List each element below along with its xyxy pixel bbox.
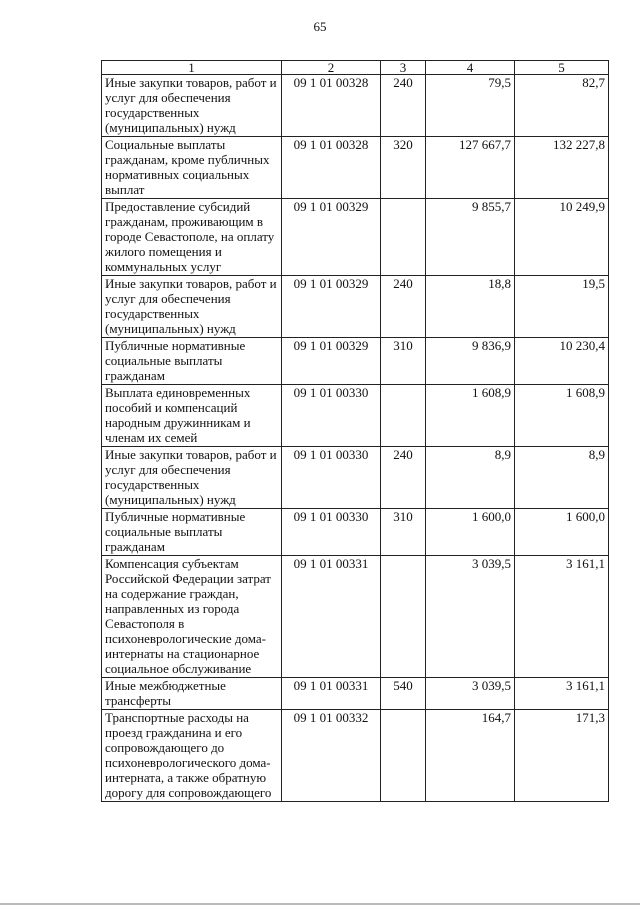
- row-name: Публичные нормативные социальные выплаты гражданам: [102, 509, 282, 556]
- row-code: 09 1 01 00329: [282, 338, 381, 385]
- row-type: 240: [381, 447, 426, 509]
- row-code: 09 1 01 00328: [282, 137, 381, 199]
- table-row: [102, 199, 609, 276]
- row-type: [381, 556, 426, 678]
- row-value-1: 164,7: [426, 710, 515, 802]
- row-value-1: 9 836,9: [426, 338, 515, 385]
- row-name: Иные закупки товаров, работ и услуг для обеспечения государственных (муниципальных) нужд: [102, 276, 282, 338]
- row-type: 540: [381, 678, 426, 710]
- column-header-code: 2: [282, 61, 381, 75]
- table-row: [102, 556, 609, 678]
- row-type: 240: [381, 276, 426, 338]
- row-value-2: 1 608,9: [515, 385, 609, 447]
- table-row: [102, 710, 609, 802]
- header-row: [102, 61, 609, 75]
- row-value-2: 132 227,8: [515, 137, 609, 199]
- row-type: 310: [381, 338, 426, 385]
- row-type: [381, 199, 426, 276]
- row-value-2: 171,3: [515, 710, 609, 802]
- column-header-value-1: 4: [426, 61, 515, 75]
- row-type: [381, 385, 426, 447]
- row-value-2: 82,7: [515, 75, 609, 137]
- table-row: [102, 678, 609, 710]
- budget-table: [101, 60, 609, 802]
- row-code: 09 1 01 00331: [282, 556, 381, 678]
- row-type: 310: [381, 509, 426, 556]
- row-name: Иные закупки товаров, работ и услуг для обеспечения государственных (муниципальных) нужд: [102, 75, 282, 137]
- row-value-1: 9 855,7: [426, 199, 515, 276]
- row-code: 09 1 01 00330: [282, 385, 381, 447]
- row-type: 320: [381, 137, 426, 199]
- table-row: [102, 385, 609, 447]
- row-value-2: 8,9: [515, 447, 609, 509]
- row-name: Иные межбюджетные трансферты: [102, 678, 282, 710]
- row-value-1: 1 608,9: [426, 385, 515, 447]
- row-name: Выплата единовременных пособий и компенсаций народным дружинникам и членам их семей: [102, 385, 282, 447]
- row-value-1: 1 600,0: [426, 509, 515, 556]
- row-value-1: 8,9: [426, 447, 515, 509]
- row-code: 09 1 01 00332: [282, 710, 381, 802]
- row-value-1: 18,8: [426, 276, 515, 338]
- row-value-1: 79,5: [426, 75, 515, 137]
- row-type: [381, 710, 426, 802]
- row-name: Публичные нормативные социальные выплаты гражданам: [102, 338, 282, 385]
- row-name: Компенсация субъектам Российской Федерации затрат на содержание граждан, направленных из города Севастополя в психоневрологические дома-интернаты на стационарное социальное обслуживание: [102, 556, 282, 678]
- row-code: 09 1 01 00330: [282, 509, 381, 556]
- page-number: 65: [313, 19, 327, 34]
- table-row: [102, 75, 609, 137]
- column-header-value-2: 5: [515, 61, 609, 75]
- row-value-1: 127 667,7: [426, 137, 515, 199]
- table-row: [102, 276, 609, 338]
- row-value-2: 3 161,1: [515, 556, 609, 678]
- table-row: [102, 338, 609, 385]
- row-code: 09 1 01 00331: [282, 678, 381, 710]
- row-value-1: 3 039,5: [426, 678, 515, 710]
- row-value-2: 10 249,9: [515, 199, 609, 276]
- row-code: 09 1 01 00329: [282, 199, 381, 276]
- row-name: Транспортные расходы на проезд гражданина и его сопровождающего до психоневрологического дома-интерната, а также обратную дорогу для сопровождающего: [102, 710, 282, 802]
- row-value-2: 19,5: [515, 276, 609, 338]
- row-code: 09 1 01 00329: [282, 276, 381, 338]
- row-value-2: 1 600,0: [515, 509, 609, 556]
- row-value-1: 3 039,5: [426, 556, 515, 678]
- row-value-2: 3 161,1: [515, 678, 609, 710]
- row-name: Предоставление субсидий гражданам, проживающим в городе Севастополе, на оплату жилого помещения и коммунальных услуг: [102, 199, 282, 276]
- row-value-2: 10 230,4: [515, 338, 609, 385]
- table-row: [102, 509, 609, 556]
- row-type: 240: [381, 75, 426, 137]
- row-name: Иные закупки товаров, работ и услуг для обеспечения государственных (муниципальных) нужд: [102, 447, 282, 509]
- column-header-type: 3: [381, 61, 426, 75]
- table-row: [102, 447, 609, 509]
- row-name: Социальные выплаты гражданам, кроме публичных нормативных социальных выплат: [102, 137, 282, 199]
- row-code: 09 1 01 00328: [282, 75, 381, 137]
- row-code: 09 1 01 00330: [282, 447, 381, 509]
- table-row: [102, 137, 609, 199]
- column-header-name: 1: [102, 61, 282, 75]
